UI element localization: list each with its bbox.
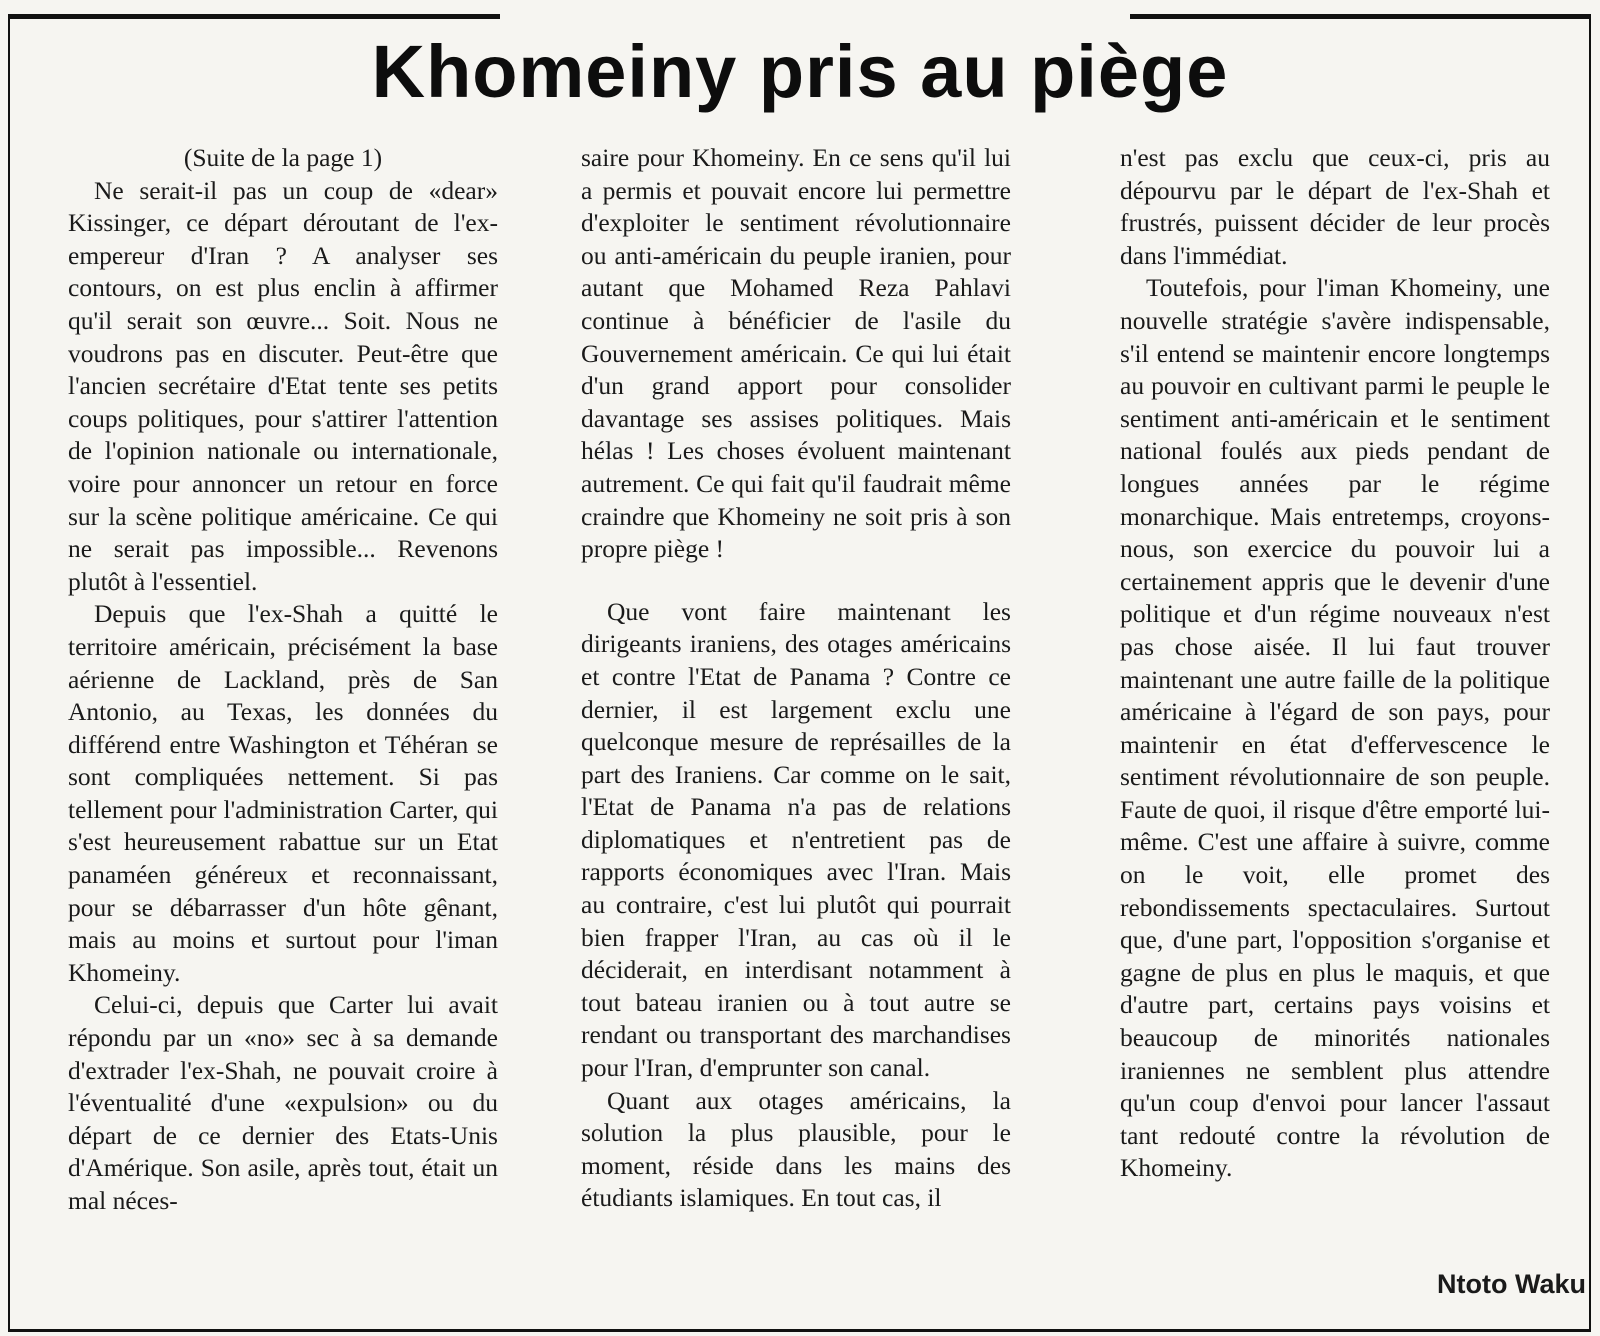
paragraph: Quant aux otages américains, la solution la plus plausible, pour le moment, réside dans les mains des étudiants islamiques. En tout cas, il	[581, 1085, 1011, 1213]
paragraph: Depuis que l'ex-Shah a quitté le territoire américain, précisément la base aérienne de Lackland, près de San Antonio, au Texas, les données du différend entre Washington et Téhéran se sont compliquées nettement. Si pas tellement pour l'administration Carter, qui s'est heureusement rabattue sur un Etat panaméen généreux et reconnaissant, pour se débarrasser d'un hôte gênant, mais au moins et surtout pour l'iman Khomeiny.	[68, 599, 498, 987]
paragraph: saire pour Khomeiny. En ce sens qu'il lui a permis et pouvait encore lui permettre d'exploiter le sentiment révolutionnaire ou anti-américain du peuple iranien, pour autant que Mohamed Reza Pahlavi continue à bénéficier de l'asile du Gouvernement américain. Ce qui lui était d'un grand apport pour consolider davantage ses assises politiques. Mais hélas ! Les choses évoluent maintenant autrement. Ce qui fait qu'il faudrait même craindre que Khomeiny ne soit pris à son propre piège !	[581, 143, 1011, 564]
paragraph: Ne serait-il pas un coup de «dear» Kissinger, ce départ déroutant de l'ex-empereur d'Iran ? A analyser ses contours, on est plus enclin à affirmer qu'il serait son œuvre... Soit. Nous ne voudrons pas en discuter. Peut-être que l'ancien secrétaire d'Etat tente ses petits coups politiques, pour s'attirer l'attention de l'opinion nationale ou internationale, voire pour annoncer un retour en force sur la scène politique américaine. Ce qui ne serait pas impossible... Revenons plutôt à l'essentiel.	[68, 175, 498, 596]
continuation-note: (Suite de la page 1)	[183, 143, 383, 172]
column-2	[581, 142, 1011, 1215]
top-rule-left	[8, 14, 500, 19]
paragraph: Toutefois, pour l'iman Khomeiny, une nouvelle stratégie s'avère indispensable, s'il entend se maintenir encore longtemps au pouvoir en cultivant parmi le peuple le sentiment anti-américain et le sentiment national foulés aux pieds pendant de longues années par le régime monarchique. Mais entretemps, croyons-nous, son exercice du pouvoir lui a certainement appris que le devenir d'une politique et d'un régime nouveaux n'est pas chose aisée. Il lui faut trouver maintenant une autre faille de la politique américaine à l'égard de son pays, pour maintenir en état d'effervescence le sentiment révolutionnaire de son peuple. Faute de quoi, il risque d'être emporté lui-même. C'est une affaire à suivre, comme on le voit, elle promet des rebondissements spectaculaires. Surtout que, d'une part, l'opposition s'organise et gagne de plus en plus le maquis, et que d'autre part, certains pays voisins et beaucoup de minorités nationales iraniennes ne semblent plus attendre qu'un coup d'envoi pour lancer l'assaut tant redouté contre la révolution de Khomeiny.	[1120, 273, 1550, 1183]
author-byline: Ntoto Waku	[1437, 1269, 1586, 1299]
paragraph: Celui-ci, depuis que Carter lui avait répondu par un «no» sec à sa demande d'extrader l'ex-Shah, ne pouvait croire à l'éventualité d'une «expulsion» ou du départ de ce dernier des Etats-Unis d'Amérique. Son asile, après tout, était un mal néces-	[68, 990, 498, 1215]
top-rule-right	[1130, 14, 1591, 19]
column-1	[68, 142, 498, 1218]
column-3	[1120, 142, 1550, 1185]
paragraph: Que vont faire maintenant les dirigeants iraniens, des otages américains et contre l'Etat de Panama ? Contre ce dernier, il est largement exclu une quelconque mesure de représailles de la part des Iraniens. Car comme on le sait, l'Etat de Panama n'a pas de relations diplomatiques et n'entretient pas de rapports économiques avec l'Iran. Mais au contraire, c'est lui plutôt qui pourrait bien frapper l'Iran, au cas où il le déciderait, en interdisant notamment à tout bateau iranien ou à tout autre se rendant ou transportant des marchandises pour l'Iran, d'emprunter son canal.	[581, 596, 1011, 1083]
article-headline: Khomeiny pris au piège	[371, 30, 1229, 113]
paragraph: n'est pas exclu que ceux-ci, pris au dépourvu par le départ de l'ex-Shah et frustrés, puissent décider de leur procès dans l'immédiat.	[1120, 143, 1550, 270]
